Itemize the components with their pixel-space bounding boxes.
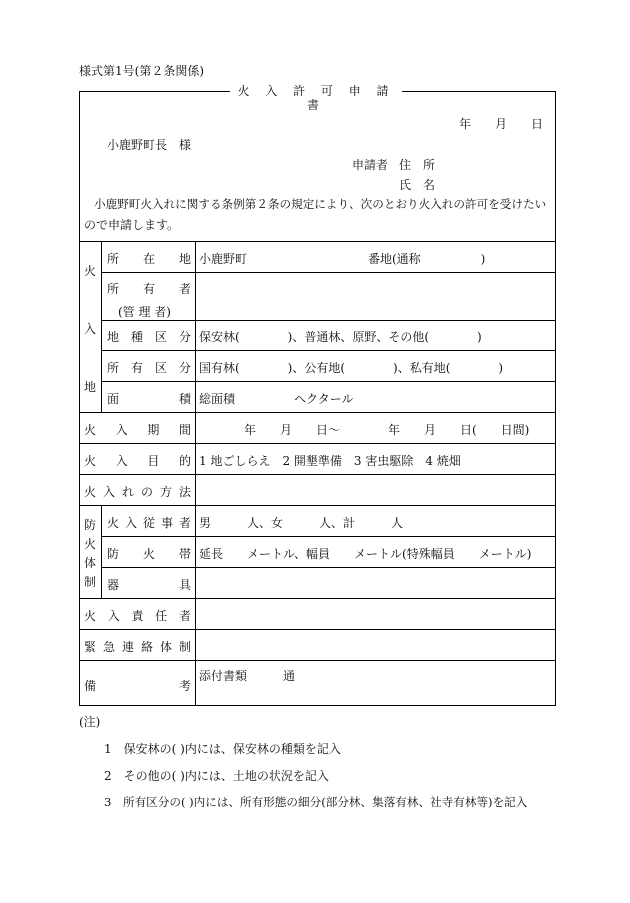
group-land-char3: 地 xyxy=(83,380,96,394)
form-title: 火 入 許 可 申 請 書 xyxy=(230,84,402,98)
row-line xyxy=(101,381,555,382)
group-fire-char4: 制 xyxy=(83,575,96,589)
note-item-1: 1 保安林の( )内には、保安林の種類を記入 xyxy=(104,742,341,756)
method-label: 火 入 れ の 方 法 xyxy=(84,485,191,499)
workers-label: 火 入 従 事 者 xyxy=(107,516,191,530)
row-line xyxy=(80,660,555,661)
owner-label: 所 有 者 xyxy=(107,282,191,296)
group-divider xyxy=(101,505,102,598)
group-fire-char3: 体 xyxy=(83,556,96,570)
land-category-value: 保安林( )、普通林、原野、その他( ) xyxy=(199,330,482,344)
period-value: 年 月 日～ 年 月 日( 日間) xyxy=(244,423,530,437)
group-fire-char1: 防 xyxy=(83,518,96,532)
row-line xyxy=(101,272,555,273)
remarks-label-a: 備 xyxy=(84,679,97,693)
location-label: 所 在 地 xyxy=(107,252,191,266)
remarks-value: 添付書類 通 xyxy=(199,669,296,683)
note-item-2: 2 その他の( )内には、土地の状況を記入 xyxy=(104,769,329,783)
date-year: 年 xyxy=(459,117,472,131)
intro-text-line1: 小鹿野町火入れに関する条例第２条の規定により、次のとおり火入れの許可を受けたい xyxy=(94,197,547,211)
purpose-label: 火 入 目 的 xyxy=(84,454,191,468)
row-line xyxy=(80,505,555,506)
label-divider xyxy=(195,241,196,705)
location-town: 小鹿野町 xyxy=(199,252,248,266)
ownership-category-value: 国有林( )、公有地( )、私有地( ) xyxy=(199,361,504,375)
intro-text-line2: ので申請します。 xyxy=(84,218,180,232)
area-total: 総面積 xyxy=(199,392,236,406)
land-category-label: 地 種 区 分 xyxy=(107,330,191,344)
date-month: 月 xyxy=(495,117,508,131)
location-lot: 番地(通称 ) xyxy=(368,252,486,266)
applicant-name-label: 氏 名 xyxy=(399,178,436,192)
group-land-char1: 火 xyxy=(83,264,96,278)
row-line xyxy=(80,629,555,630)
row-line xyxy=(101,320,555,321)
applicant-address-label: 住 所 xyxy=(399,158,436,172)
remarks-label-b: 考 xyxy=(179,679,192,693)
notes-header: (注) xyxy=(79,715,101,729)
owner-sub-label: (管 理 者) xyxy=(118,305,171,319)
group-land-char2: 入 xyxy=(83,322,96,336)
row-line xyxy=(80,474,555,475)
application-form xyxy=(79,84,556,706)
purpose-value: 1 地ごしらえ 2 開墾準備 3 害虫駆除 4 焼畑 xyxy=(199,454,461,468)
addressee: 小鹿野町長 様 xyxy=(107,138,192,152)
row-line xyxy=(101,567,555,568)
row-line xyxy=(80,598,555,599)
row-line xyxy=(80,241,555,242)
emergency-label: 緊 急 連 絡 体 制 xyxy=(84,640,191,654)
ownership-category-label: 所 有 区 分 xyxy=(107,361,191,375)
row-line xyxy=(80,443,555,444)
responsible-label: 火 入 責 任 者 xyxy=(84,609,191,623)
row-line xyxy=(80,412,555,413)
date-day: 日 xyxy=(531,117,544,131)
area-unit: ヘクタール xyxy=(294,392,354,406)
row-line xyxy=(101,536,555,537)
group-divider xyxy=(101,241,102,412)
equipment-label: 器 具 xyxy=(107,578,191,592)
period-label: 火 入 期 間 xyxy=(84,423,191,437)
row-line xyxy=(101,350,555,351)
applicant-label: 申請者 xyxy=(352,158,389,172)
form-number: 様式第1号(第２条関係) xyxy=(79,64,204,78)
firebreak-value: 延長 メートル、幅員 メートル(特殊幅員 メートル) xyxy=(199,547,532,561)
firebreak-label: 防 火 帯 xyxy=(107,547,191,561)
area-label: 面 積 xyxy=(107,392,191,406)
group-fire-char2: 火 xyxy=(83,537,96,551)
note-item-3: 3 所有区分の( )内には、所有形態の細分(部分林、集落有林、社寺有林等)を記入 xyxy=(104,795,528,809)
workers-value: 男 人、女 人、計 人 xyxy=(199,516,404,530)
